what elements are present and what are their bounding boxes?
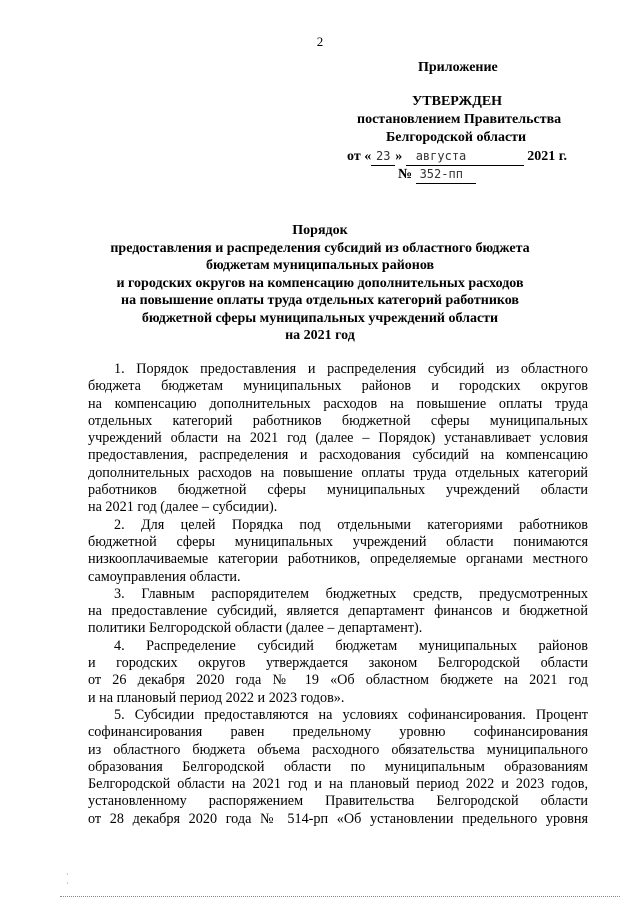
title-line: бюджетной сферы муниципальных учреждений области [141,310,499,326]
title-line: бюджетам муниципальных районов [205,258,435,273]
approved-by-line-1: постановлением Правительства [357,112,562,127]
date-year: 2021 г. [527,149,567,164]
document-body [88,361,588,828]
body-line: работников бюджетной сферы муниципальных учреждений области [88,482,588,499]
appendix-label: Приложение [418,60,498,75]
date-mid: » [395,149,403,164]
title-line: и городских округов на компенсацию дополнительных расходов [116,275,524,291]
body-line: бюджета бюджетам муниципальных районов и городских округов [88,378,588,395]
body-line: политики Белгородской области (далее – департамент). [88,620,423,637]
body-line: учреждений области на 2021 год (далее – Порядок) устанавливает условия [88,430,588,447]
body-line: от 26 декабря 2020 года № 19 «Об областном бюджете на 2021 год [88,672,588,689]
margin-mark: · · [66,870,69,888]
approval-number [398,167,476,184]
approved-by-line-2: Белгородской области [386,130,527,145]
title-line: предоставления и распределения субсидий из областного бюджета [110,240,530,256]
body-line: установленному распоряжением Правительства Белгородской области [88,793,588,810]
body-line: на предоставление субсидий, является департамент финансов и бюджетной [88,603,588,620]
body-line: 2. Для целей Порядка под отдельными категориями работников [114,516,588,533]
body-line: 5. Субсидии предоставляются на условиях софинансирования. Процент [114,706,588,723]
body-line: 4. Распределение субсидий бюджетам муниципальных районов [114,637,588,654]
title-line: на повышение оплаты труда отдельных категорий работников [121,293,519,308]
body-line: бюджетной сферы муниципальных учреждений области понимаются [88,533,588,550]
body-line: на компенсацию дополнительных расходов на повышение оплаты труда [88,395,588,412]
date-prefix: от « [347,149,372,164]
body-line: из областного бюджета объема расходного обязательства муниципального [88,741,588,758]
body-line: предоставления, распределения и расходования субсидий на компенсацию [88,447,588,464]
number-value: 352-пп [419,167,463,181]
date-day: 23 [375,149,391,163]
title-line: на 2021 год [285,328,355,343]
number-prefix: № [398,167,413,182]
body-line: отдельных категорий работников бюджетной сферы муниципальных [88,412,588,429]
body-line: образования Белгородской области по муниципальным образованиям [88,758,588,775]
body-line: на 2021 год (далее – субсидии). [88,499,278,516]
approval-date [347,149,567,166]
body-line: 3. Главным распорядителем бюджетных средств, предусмотренных [114,585,588,602]
body-line: самоуправления области. [88,568,241,585]
body-line: от 28 декабря 2020 года № 514-рп «Об установлении предельного уровня [88,810,588,827]
title-heading: Порядок [292,223,348,238]
body-line: и городских округов утверждается законом Белгородской области [88,655,588,672]
body-line: 1. Порядок предоставления и распределения субсидий из областного [114,361,588,377]
date-month: августа [415,149,467,163]
body-line: дополнительных расходов на повышение оплаты труда отдельных категорий [88,464,588,481]
body-line: Белгородской области на 2021 год и на плановый период 2022 и 2023 годов, [88,776,588,793]
body-line: и на плановый период 2022 и 2023 годов». [88,689,345,706]
approved-label: УТВЕРЖДЕН [412,94,503,109]
body-line: софинансирования равен предельному уровню софинансирования [88,724,588,741]
document-title [80,222,560,345]
page-number: 2 [316,34,324,49]
body-line: низкооплачиваемые категории работников, определяемые органами местного [88,551,588,568]
page-bottom-border [60,896,620,897]
